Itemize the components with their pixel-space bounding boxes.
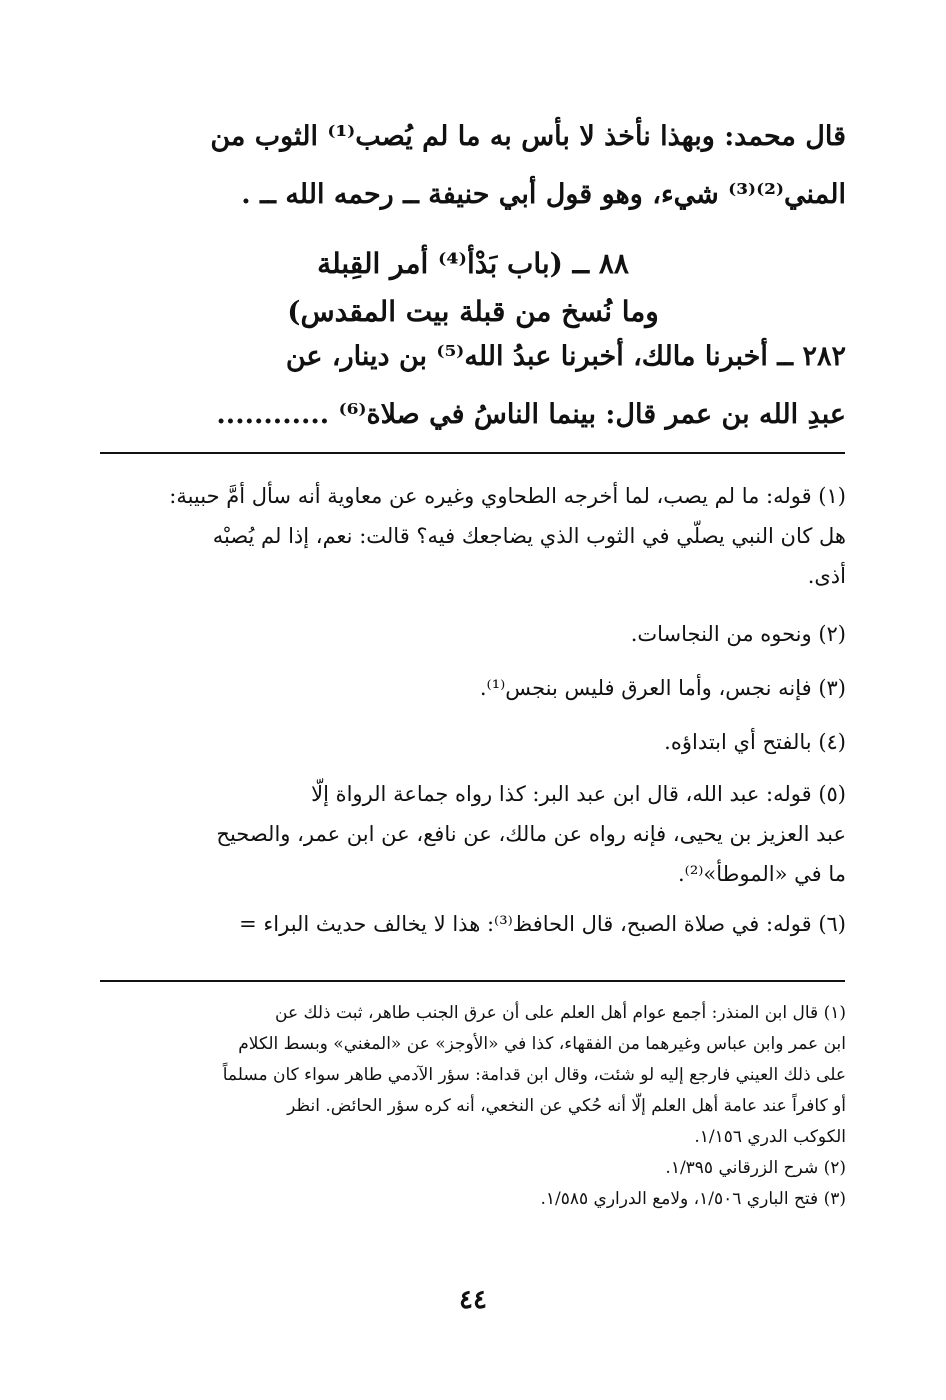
text-line: المني⁽²⁾⁽³⁾ شيء، وهو قول أبي حنيفة ــ رحمه الله ــ .	[241, 179, 846, 210]
text-line: عبدِ الله بن عمر قال: بينما الناسُ في صلاة⁽⁶⁾ ............	[216, 399, 846, 430]
text-line: قال محمد: وبهذا نأخذ لا بأس به ما لم يُصب⁽¹⁾ الثوب من	[210, 121, 846, 152]
footnote-line: ما في «الموطأ»⁽²⁾.	[678, 862, 846, 886]
footnote-line: (٣) فإنه نجس، وأما العرق فليس بنجس⁽¹⁾.	[479, 676, 846, 700]
page-number: ٤٤	[459, 1285, 487, 1315]
heading-line: وما نُسخ من قبلة بيت المقدس)	[287, 295, 659, 328]
footnote-line: (٤) بالفتح أي ابتداؤه.	[664, 730, 846, 754]
footnote-line: أذى.	[807, 564, 846, 588]
text-line: ٢٨٢ ــ أخبرنا مالك، أخبرنا عبدُ الله⁽⁵⁾ بن دينار، عن	[285, 341, 846, 372]
footnote-line: عبد العزيز بن يحيى، فإنه رواه عن مالك، عن نافع، عن ابن عمر، والصحيح	[216, 822, 846, 846]
subnote-line: أو كافراً عند عامة أهل العلم إلّا أنه حُكي عن النخعي، أنه كره سؤر الحائض. انظر	[287, 1096, 846, 1116]
subnote-divider	[100, 980, 845, 982]
footnote-divider	[100, 452, 845, 454]
footnote-line: (١) قوله: ما لم يصب، لما أخرجه الطحاوي وغيره عن معاوية أنه سأل أمَّ حبيبة:	[169, 484, 846, 508]
hadith-paragraph	[101, 328, 846, 444]
footnote-line: هل كان النبي يصلّي في الثوب الذي يضاجعك فيه؟ قالت: نعم، إذا لم يُصبْه	[212, 524, 846, 548]
subnote-line: على ذلك العيني فارجع إليه لو شئت، وقال ابن قدامة: سؤر الآدمي طاهر سواء كان مسلماً	[222, 1065, 846, 1085]
footnote-line: (٢) ونحوه من النجاسات.	[630, 622, 846, 646]
subnote-line: ابن عمر وابن عباس وغيرهما من الفقهاء، كذا في «الأوجز» عن «المغني» وبسط الكلام	[238, 1034, 846, 1054]
subnote-line: (٣) فتح الباري ١/٥٠٦، ولامع الدراري ١/٥٨٥.	[540, 1189, 846, 1209]
heading-line: ٨٨ ــ (باب بَدْأ⁽⁴⁾ أمر القِبلة	[317, 247, 629, 280]
footnotes	[101, 476, 846, 944]
subnotes	[101, 998, 846, 1215]
subnote-line: (٢) شرح الزرقاني ١/٣٩٥.	[665, 1158, 846, 1178]
subnote-line: (١) قال ابن المنذر: أجمع عوام أهل العلم على أن عرق الجنب طاهر، ثبت ذلك عن	[275, 1003, 846, 1023]
chapter-heading	[0, 240, 946, 336]
footnote-line: (٥) قوله: عبد الله، قال ابن عبد البر: كذا رواه جماعة الرواة إلّا	[311, 782, 846, 806]
subnote-line: الكوكب الدري ١/١٥٦.	[694, 1127, 846, 1147]
main-paragraph-1	[101, 108, 846, 224]
footnote-line: (٦) قوله: في صلاة الصبح، قال الحافظ⁽³⁾: هذا لا يخالف حديث البراء =	[239, 912, 846, 936]
